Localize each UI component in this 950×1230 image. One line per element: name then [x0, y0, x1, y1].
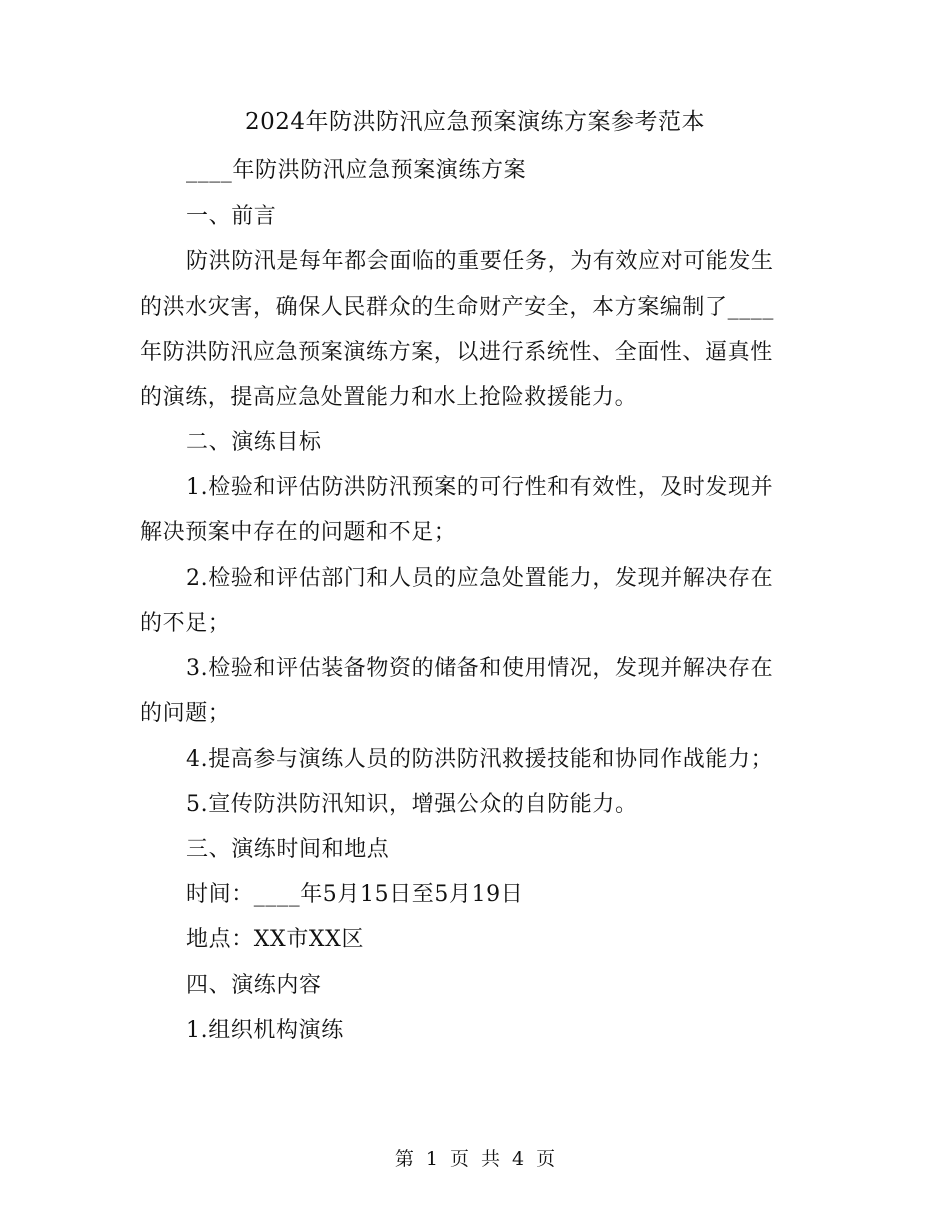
section-heading-preface: 一、前言	[186, 204, 277, 229]
document-title: 2024年防洪防汛应急预案演练方案参考范本	[244, 109, 706, 135]
list-item-continuation: 的不足；	[140, 611, 231, 636]
page-footer: 第 1 页 共 4 页	[394, 1148, 556, 1170]
place-line: 地点：XX市XX区	[186, 927, 365, 952]
list-item-continuation: 解决预案中存在的问题和不足；	[140, 520, 457, 545]
paragraph-line: 年防洪防汛应急预案演练方案，以进行系统性、全面性、逼真性	[140, 340, 773, 365]
paragraph-line: 防洪防汛是每年都会面临的重要任务，为有效应对可能发生	[186, 249, 774, 274]
list-item: 1.检验和评估防洪防汛预案的可行性和有效性，及时发现并	[186, 475, 774, 500]
list-item: 2.检验和评估部门和人员的应急处置能力，发现并解决存在	[186, 566, 774, 591]
section-heading-goals: 二、演练目标	[186, 430, 322, 455]
subtitle-line: ____年防洪防汛应急预案演练方案	[186, 158, 527, 183]
list-item: 5.宣传防洪防汛知识，增强公众的自防能力。	[186, 792, 638, 817]
section-heading-time-place: 三、演练时间和地点	[186, 837, 390, 862]
paragraph-line: 的洪水灾害，确保人民群众的生命财产安全，本方案编制了____	[140, 295, 775, 320]
list-item: 3.检验和评估装备物资的储备和使用情况，发现并解决存在	[186, 656, 774, 681]
time-line: 时间：____年5月15日至5月19日	[186, 882, 524, 907]
list-item: 4.提高参与演练人员的防洪防汛救援技能和协同作战能力；	[186, 747, 774, 772]
section-heading-content: 四、演练内容	[186, 973, 322, 998]
list-item-continuation: 的问题；	[140, 701, 231, 726]
paragraph-line: 的演练，提高应急处置能力和水上抢险救援能力。	[140, 385, 638, 410]
list-item: 1.组织机构演练	[186, 1018, 344, 1043]
